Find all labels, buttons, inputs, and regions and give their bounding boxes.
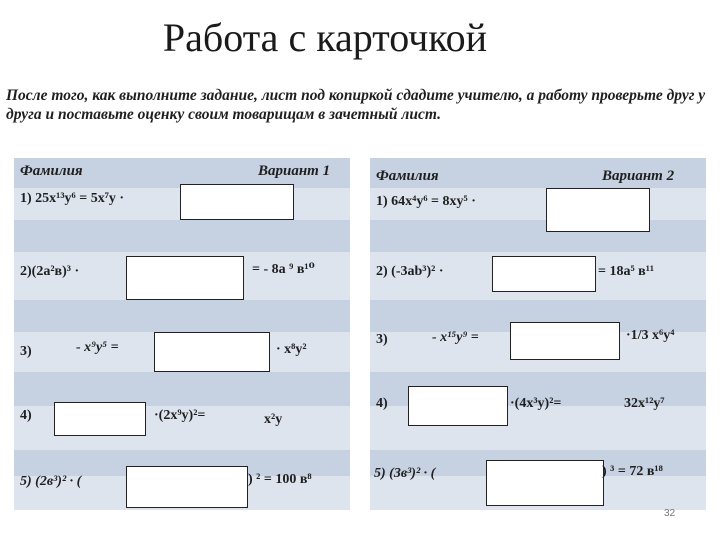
variant-label: Вариант 2 bbox=[602, 168, 675, 184]
band bbox=[14, 372, 350, 406]
surname-label: Фамилия bbox=[20, 163, 83, 179]
task-3-number: 3) bbox=[376, 332, 388, 347]
instructions: После того, как выполните задание, лист под копиркой сдадите учителю, а работу проверьте друг у друга и поставьте оценку своим товарищам в зачетный лист. bbox=[6, 87, 706, 123]
task-3-left: - x⁹y⁵ = bbox=[76, 340, 119, 355]
task-3-right: · x⁸y² bbox=[276, 342, 307, 357]
task-5-left: 5) (2в³)² · ( bbox=[20, 474, 82, 489]
card-variant-2 bbox=[370, 158, 706, 510]
answer-box-4[interactable] bbox=[54, 402, 146, 436]
band bbox=[370, 220, 706, 252]
answer-box-3[interactable] bbox=[510, 322, 620, 360]
answer-box-2[interactable] bbox=[126, 256, 244, 300]
band bbox=[14, 300, 350, 332]
task-4-middle: ·(4x³y)²= bbox=[510, 396, 562, 411]
answer-box-3[interactable] bbox=[154, 332, 270, 372]
task-4-number: 4) bbox=[376, 396, 388, 411]
page-number: 32 bbox=[664, 508, 676, 519]
answer-box-1[interactable] bbox=[546, 188, 650, 232]
page-title: Работа с карточкой bbox=[162, 15, 488, 60]
task-2-right: = - 8a ⁹ в¹⁰ bbox=[252, 262, 315, 277]
task-4-right: 32x¹²y⁷ bbox=[624, 396, 665, 411]
surname-label: Фамилия bbox=[376, 168, 439, 184]
variant-label: Вариант 1 bbox=[258, 163, 331, 179]
task-3-right: ·1/3 x⁶y⁴ bbox=[626, 328, 675, 343]
task-3-left: - x¹⁵y⁹ = bbox=[432, 330, 479, 345]
answer-box-1[interactable] bbox=[180, 184, 294, 220]
answer-box-5[interactable] bbox=[126, 466, 248, 508]
task-2-left: 2) (-3ab³)² · bbox=[376, 264, 444, 279]
task-1: 1) 64x⁴y⁶ = 8xy⁵ · bbox=[376, 194, 476, 209]
band bbox=[14, 220, 350, 252]
task-5-right: ) ² = 100 в⁸ bbox=[248, 472, 312, 487]
task-2-left: 2)(2a²в)³ · bbox=[20, 264, 80, 279]
answer-box-4[interactable] bbox=[408, 386, 508, 426]
card-variant-1 bbox=[14, 158, 350, 510]
task-3-number: 3) bbox=[20, 344, 32, 359]
task-2-right: = 18a⁵ в¹¹ bbox=[598, 264, 655, 279]
answer-box-5[interactable] bbox=[486, 460, 604, 506]
task-4-middle: ·(2x⁹y)²= bbox=[154, 408, 206, 423]
task-4-number: 4) bbox=[20, 408, 32, 423]
task-5-right: ) ³ = 72 в¹⁸ bbox=[602, 464, 663, 479]
task-5-left: 5) (3в³)² · ( bbox=[374, 466, 436, 481]
answer-box-2[interactable] bbox=[492, 256, 596, 292]
task-4-right: x²y bbox=[264, 412, 283, 427]
task-1: 1) 25x¹³y⁶ = 5x⁷y · bbox=[20, 191, 125, 206]
